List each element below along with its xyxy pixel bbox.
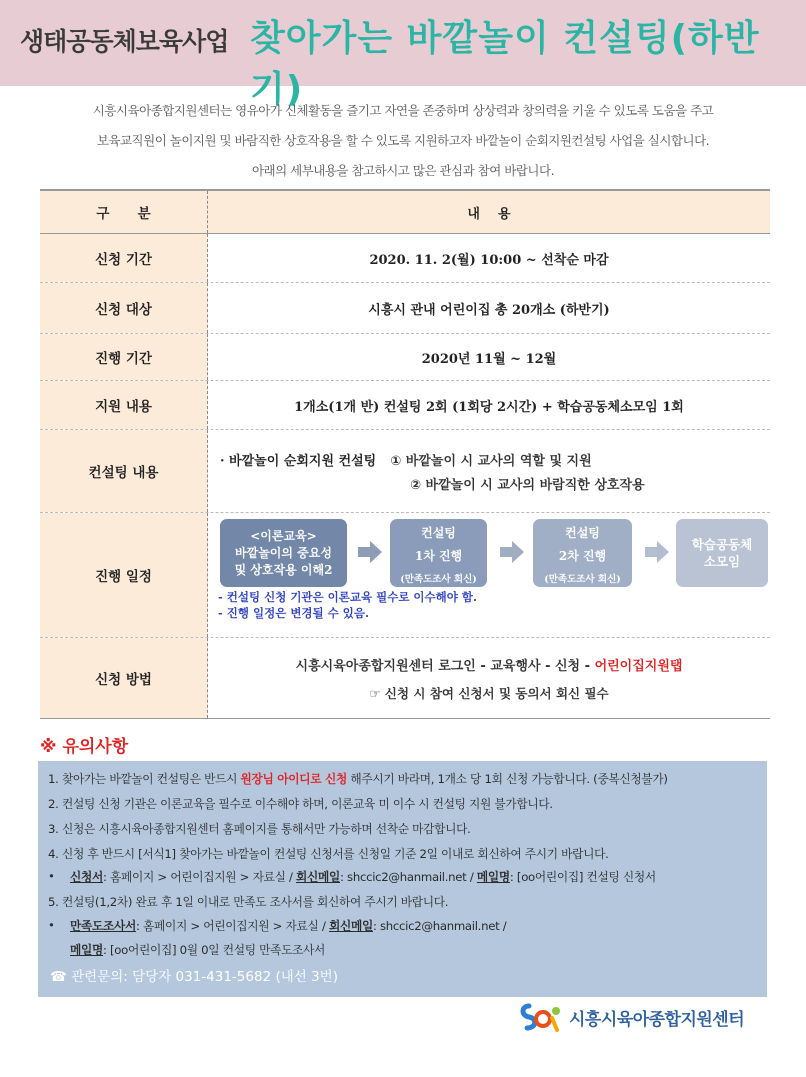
mail-subject-label: 메일명	[476, 870, 510, 884]
intro-line-3: 아래의 세부내용을 참고하시고 많은 관심과 참여 바랍니다.	[251, 163, 555, 178]
step-group-line-1: 학습공동체	[691, 537, 753, 552]
schedule-content	[208, 513, 771, 637]
header-content: 내 용	[467, 206, 511, 222]
reply-mail: : shccic2@hanmail.net /	[340, 870, 477, 884]
arrow-right-icon	[358, 541, 382, 563]
step-1-line-2: 1차 진행	[414, 549, 463, 563]
table-row	[40, 234, 770, 283]
row-value: 1개소(1개 반) 컨설팅 2회 (1회당 2시간) + 학습공동체소모임 1회	[294, 399, 684, 415]
info-table	[40, 189, 770, 719]
contact-info: ☎ 관련문의: 담당자 031-431-5682 (내선 3번)	[50, 969, 338, 985]
table-row-schedule	[40, 513, 770, 638]
notice-item-2: 2. 컨설팅 신청 기관은 이론교육을 필수로 이수해야 하며, 이론교육 미 이수 시 컨설팅 지원 불가합니다.	[48, 797, 553, 811]
step-2-line-3: (만족도조사 회신)	[544, 574, 621, 585]
table-row	[40, 334, 770, 381]
intro-line-1: 시흥시육아종합지원센터는 영유아가 신체활동을 즐기고 자연을 존중하며 상상력과 창의력을 키울 수 있도록 도움을 주고	[92, 103, 714, 118]
form-label: 신청서	[70, 870, 103, 884]
row-label: 신청 대상	[40, 283, 208, 333]
step-group-line-2: 소모임	[703, 554, 741, 569]
notice-1-pre: 1. 찾아가는 바깥놀이 컨설팅은 반드시	[48, 772, 241, 786]
consulting-item-2: ② 바깥놀이 시 교사의 바람직한 상호작용	[410, 477, 645, 493]
row-label: 컨설팅 내용	[40, 430, 208, 512]
notice-bullet-survey	[70, 918, 506, 934]
row-label: 진행 기간	[40, 334, 208, 380]
form-path: : 홈페이지 > 어린이집지원 > 자료실 /	[102, 870, 297, 884]
notice-title: ※ 유의사항	[40, 737, 129, 757]
survey-mail-label: 회신메일	[329, 919, 373, 933]
footer-logo	[517, 1000, 744, 1034]
row-label: 신청 기간	[40, 234, 208, 282]
notice-bullet-form	[70, 869, 656, 885]
survey-subject-label: 메일명	[70, 943, 103, 957]
row-label: 지원 내용	[40, 381, 208, 429]
arrow-right-icon	[500, 541, 524, 563]
table-header	[40, 191, 770, 234]
reply-mail-label: 회신메일	[296, 870, 340, 884]
notice-box	[38, 761, 767, 997]
table-row-consulting	[40, 430, 770, 513]
bullet-1: •	[48, 869, 55, 883]
banner-subtitle: 생태공동체보육사업	[20, 27, 229, 56]
notice-1-post: 해주시기 바라며, 1개소 당 1회 신청 가능합니다. (중복신청불가)	[346, 772, 668, 786]
step-study-group	[676, 519, 768, 587]
footer-org-name: 시흥시육아종합지원센터	[569, 1009, 745, 1030]
intro-text	[40, 96, 766, 186]
step-1-line-1: 컨설팅	[421, 526, 456, 540]
step-consulting-1	[390, 519, 487, 587]
bullet-2: •	[48, 918, 55, 932]
schedule-note-1: - 컨설팅 신청 기관은 이론교육 필수로 이수해야 함.	[218, 590, 477, 604]
method-line-1: 시흥시육아종합지원센터 로그인 - 교육행사 - 신청 -	[295, 658, 595, 674]
row-value: 2020년 11월 ~ 12월	[421, 351, 557, 367]
notice-1-highlight: 원장님 아이디로 신청	[240, 772, 347, 786]
notice-item-1	[48, 771, 668, 787]
method-line-2: ☞ 신청 시 참여 신청서 및 동의서 회신 필수	[369, 686, 609, 701]
consulting-head: · 바깥놀이 순회지원 컨설팅	[220, 453, 377, 469]
step-theory	[220, 519, 347, 587]
notice-item-3: 3. 신청은 시흥시육아종합지원센터 홈페이지를 통해서만 가능하며 선착순 마감합니다.	[48, 822, 471, 836]
row-label: 신청 방법	[40, 638, 208, 718]
step-theory-line-3: 및 상호작용 이해2	[234, 562, 333, 577]
header-banner	[0, 0, 806, 110]
arrow-right-icon	[645, 541, 669, 563]
step-theory-line-1: <이론교육>	[250, 528, 317, 543]
step-theory-line-2: 바깥놀이의 중요성	[235, 545, 332, 560]
mail-subject: : [oo어린이집] 컨설팅 신청서	[509, 870, 656, 884]
method-line-1-highlight: 어린이집지원탭	[594, 658, 683, 674]
survey-label: 만족도조사서	[70, 919, 136, 933]
schedule-note-2: - 진행 일정은 변경될 수 있음.	[218, 606, 369, 620]
row-value: 시흥시 관내 어린이집 총 20개소 (하반기)	[368, 302, 610, 318]
survey-subject: : [oo어린이집] 0월 0일 컨설팅 만족도조사서	[102, 943, 326, 957]
banner-title: 찾아가는 바깥놀이 컨설팅(하반기)	[250, 18, 760, 110]
notice-item-4: 4. 신청 후 반드시 [서식1] 찾아가는 바깥놀이 컨설팅 신청서를 신청일 기준 2일 이내로 회신하여 주시기 바랍니다.	[48, 847, 609, 861]
consulting-item-1: ① 바깥놀이 시 교사의 역할 및 지원	[390, 453, 592, 469]
row-label: 진행 일정	[40, 513, 208, 637]
header-category: 구 분	[40, 191, 208, 233]
table-row	[40, 381, 770, 430]
step-1-line-3: (만족도조사 회신)	[400, 574, 477, 585]
consulting-content	[208, 430, 770, 512]
intro-line-2: 보육교직원이 놀이지원 및 바람직한 상호작용을 할 수 있도록 지원하고자 바깥놀이 순회지원컨설팅 사업을 실시합니다.	[96, 133, 710, 148]
table-row	[40, 283, 770, 334]
row-value: 2020. 11. 2(월) 10:00 ~ 선착순 마감	[369, 252, 609, 268]
table-row-method	[40, 638, 770, 718]
step-2-line-1: 컨설팅	[565, 526, 600, 540]
schedule-flow	[208, 519, 771, 599]
survey-mail: : shccic2@hanmail.net /	[372, 919, 507, 933]
method-content	[208, 638, 770, 718]
center-logo-icon	[517, 1002, 563, 1032]
step-2-line-2: 2차 진행	[558, 549, 607, 563]
step-consulting-2	[533, 519, 632, 587]
notice-item-5: 5. 컨설팅(1,2차) 완료 후 1일 이내로 만족도 조사서를 회신하여 주시기 바랍니다.	[48, 895, 449, 909]
survey-path: : 홈페이지 > 어린이집지원 > 자료실 /	[135, 919, 329, 933]
notice-bullet-survey-subject	[70, 942, 325, 958]
